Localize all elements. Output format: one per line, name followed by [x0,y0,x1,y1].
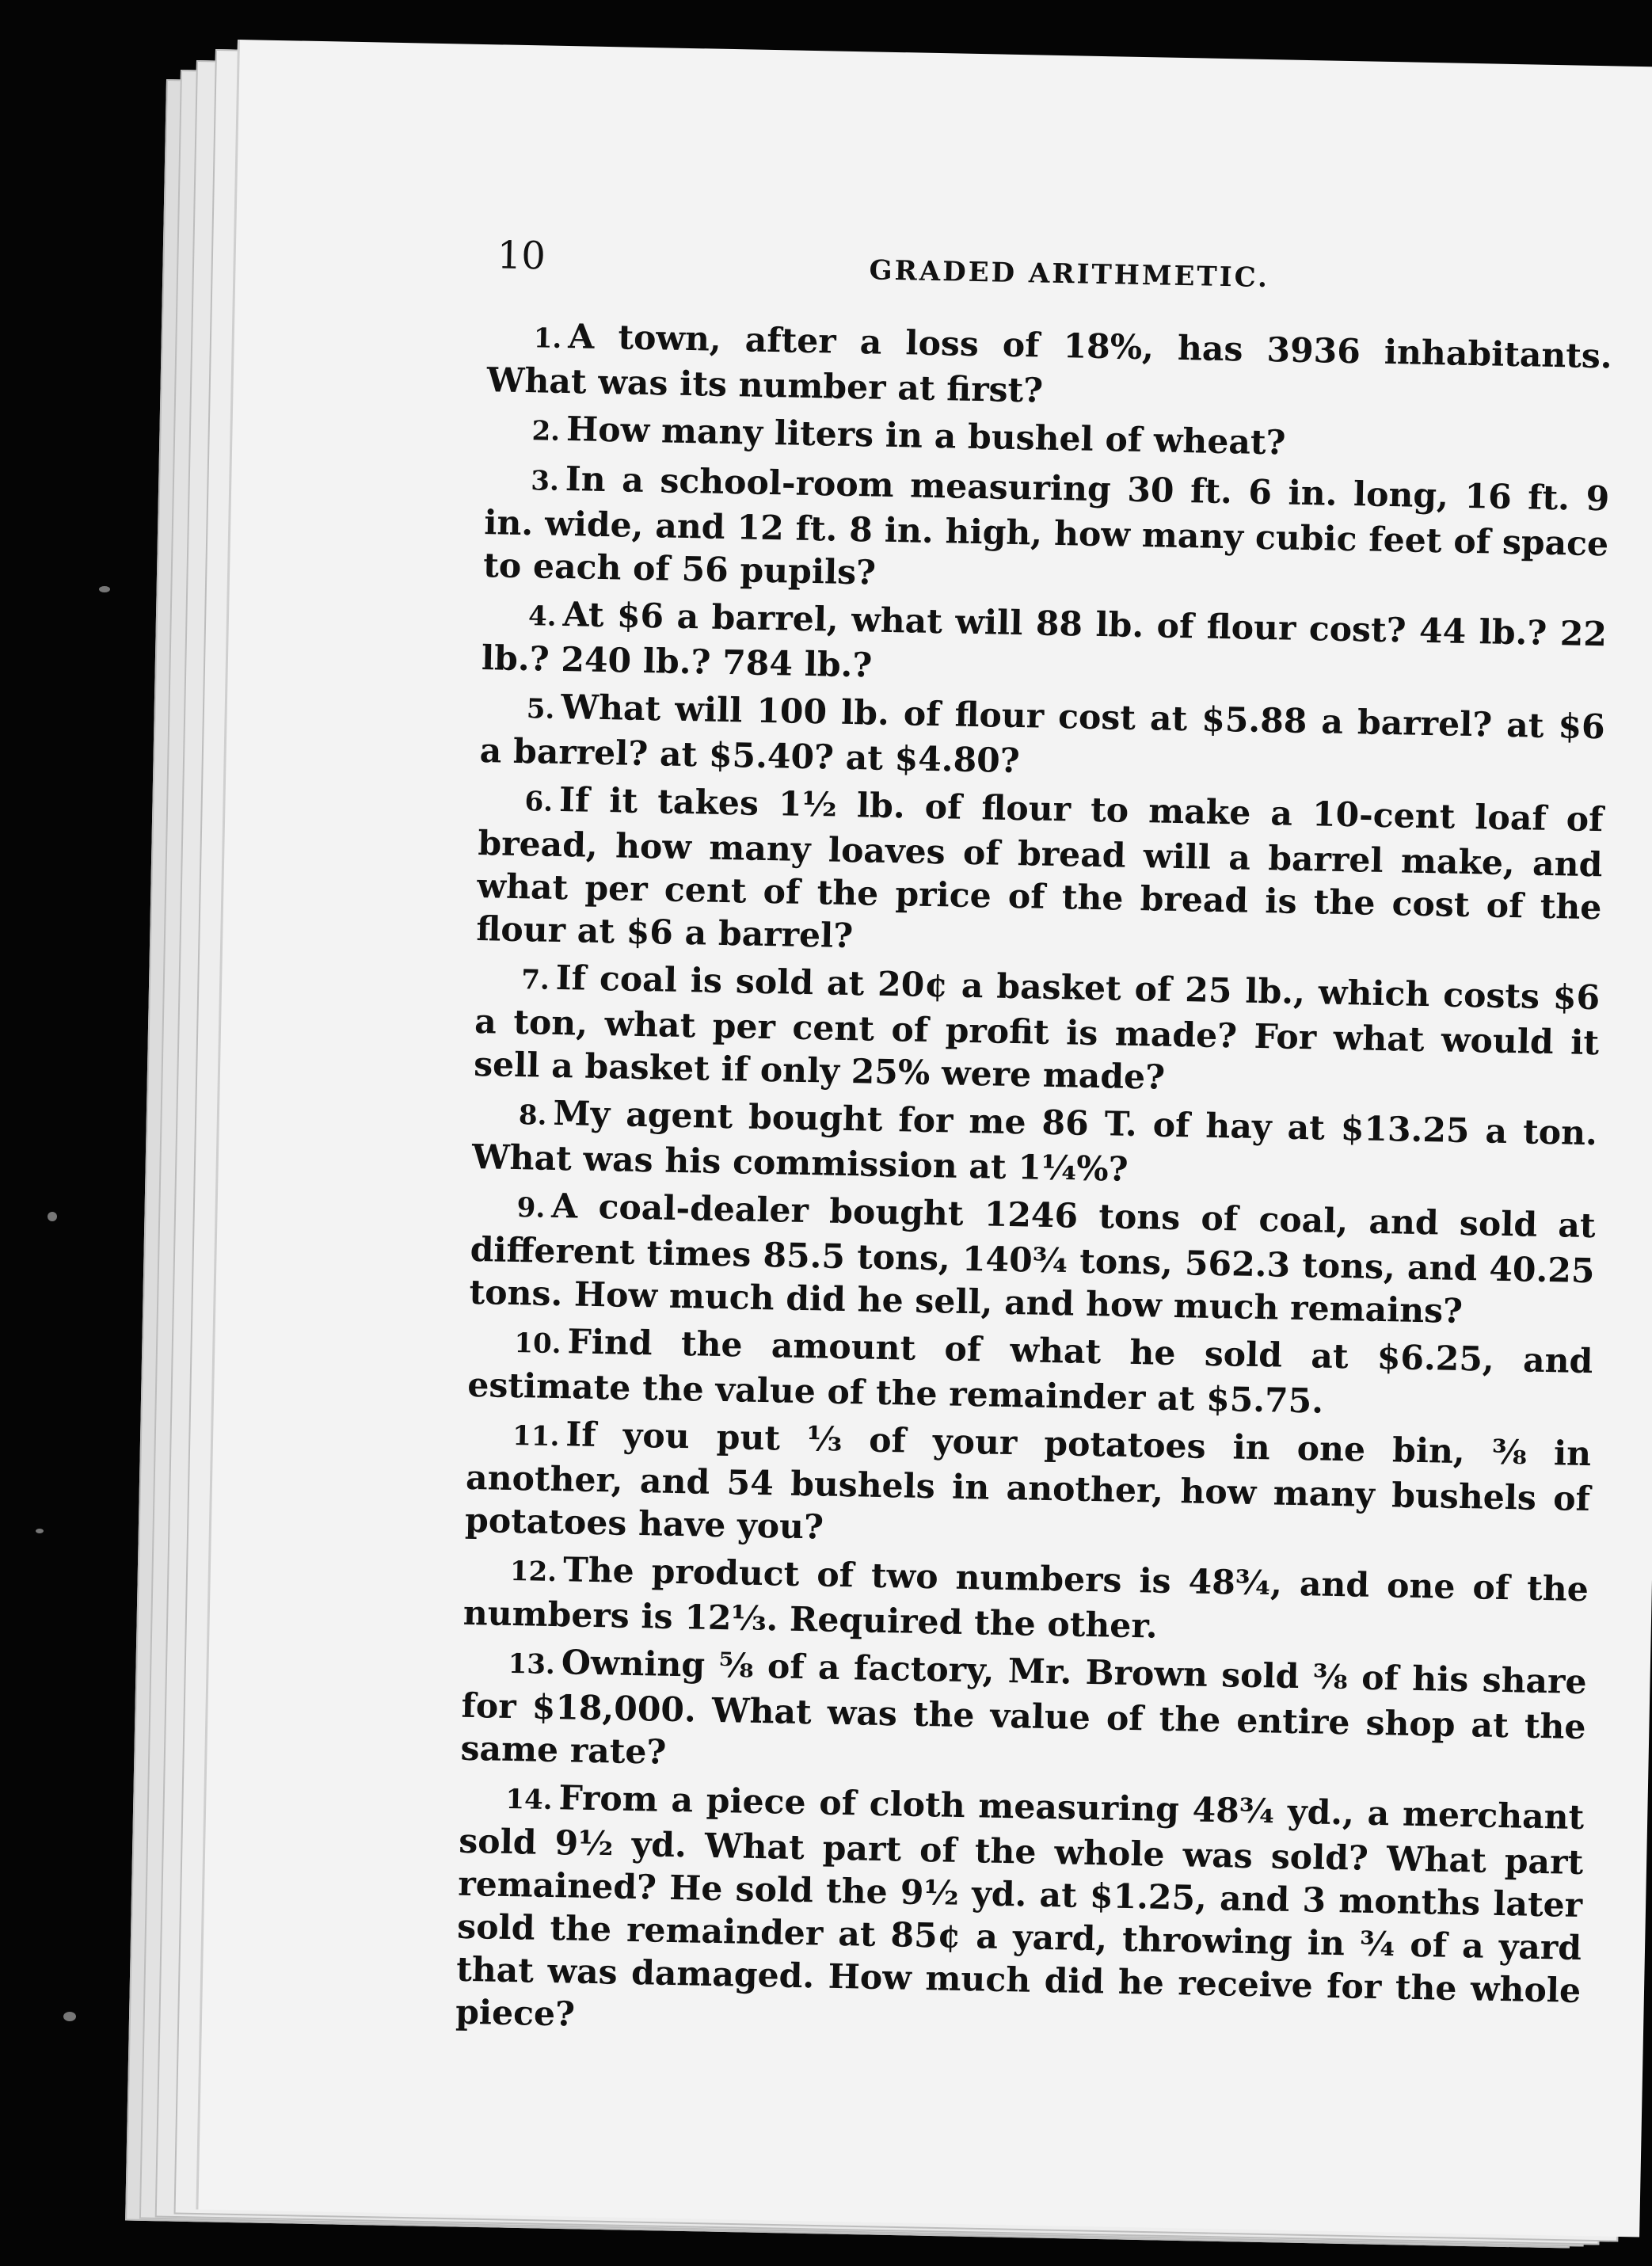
problem-number: 14. [505,1783,553,1817]
problem-text: Owning ⅝ of a factory, Mr. Brown sold ⅜ of his share for $18,000. What was the value of the entire shop at the same rate? [460,1643,1587,1773]
problem-text: If it takes 1½ lb. of flour to make a 10-cent loaf of bread, how many loaves of bread will a barrel make, and what per cent of the price of the bread is the cost of the flour at $6 a barrel? [476,779,1604,957]
problem-text: Find the amount of what he sold at $6.25, and estimate the value of the remainder at $5.75. [466,1322,1593,1422]
running-title: GRADED ARITHMETIC. [869,254,1270,295]
problem-number: 9. [516,1192,546,1224]
problem-text: If coal is sold at 20¢ a basket of 25 lb., which costs $6 a ton, what per cent of profit is made? For what would it sell a basket if only 25% were made? [473,958,1601,1098]
problem-14 [455,1775,1585,2055]
problem-text: In a school-room measuring 30 ft. 6 in. long, 16 ft. 9 in. wide, and 12 ft. 8 in. high, how many cubic feet of space to each of 56 pupils? [482,459,1610,593]
problem-text: From a piece of cloth measuring 48¾ yd., a merchant sold 9½ yd. What part of the whole was sold? What part remained? He sold the 9½ yd. at $1.25, and 3 months later sold the remainder at 85¢ a yard, throwing in ¾ of a yard that was damaged. How much did he receive for the whole piece? [455,1778,1585,2035]
problem-6 [476,777,1604,972]
dust-speck [99,586,110,592]
problem-text: The product of two numbers is 48¾, and one of the numbers is 12⅓. Required the other. [462,1550,1589,1647]
problem-12 [462,1547,1589,1656]
problem-number: 7. [520,964,550,996]
problem-number: 11. [512,1419,560,1453]
problem-3 [483,456,1610,608]
problem-text: A coal-dealer bought 1246 tons of coal, and sold at different times 85.5 tons, 140¾ tons, 562.3 tons, and 40.25 tons. How much did he sell, and how much remains? [469,1186,1597,1331]
problem-10 [467,1319,1593,1428]
dust-speck [48,1212,57,1221]
problem-list [455,314,1613,2060]
problem-number: 10. [514,1327,561,1361]
dust-speck [36,1529,44,1533]
problem-text: If you put ⅓ of your potatoes in one bin, ⅜ in another, and 54 bushels in another, how many bushels of potatoes have you? [464,1415,1592,1548]
problem-text: At $6 a barrel, what will 88 lb. of flour cost? 44 lb.? 22 lb.? 240 lb.? 784 lb.? [481,595,1608,686]
problem-text: My agent bought for me 86 T. of hay at $13.25 a ton. What was his commission at 1¼%? [471,1093,1598,1190]
problem-number: 6. [524,786,554,818]
problem-number: 1. [533,322,562,355]
problem-number: 13. [508,1647,556,1681]
dust-speck [63,2012,76,2021]
page-header [497,233,1527,300]
problem-text: How many liters in a bushel of wheat? [565,409,1286,463]
problem-11 [465,1411,1592,1563]
book-page [196,40,1652,2237]
problem-5 [479,684,1605,794]
problem-number: 8. [518,1099,547,1132]
problem-7 [474,955,1601,1107]
problem-13 [460,1640,1587,1792]
problem-9 [469,1183,1596,1335]
problem-4 [482,592,1608,701]
problem-text: A town, after a loss of 18%, has 3936 inhabitants. What was its number at first? [486,317,1613,411]
problem-text: What will 100 lb. of flour cost at $5.88 a barrel? at $6 a barrel? at $5.40? at $4.80? [479,687,1606,782]
problem-number: 3. [530,465,560,497]
problem-number: 4. [527,600,557,633]
problem-number: 12. [509,1555,558,1589]
problem-1 [486,314,1612,423]
problem-8 [471,1091,1597,1200]
page-number: 10 [497,233,546,279]
problem-number: 5. [526,693,555,726]
problem-number: 2. [531,415,561,447]
